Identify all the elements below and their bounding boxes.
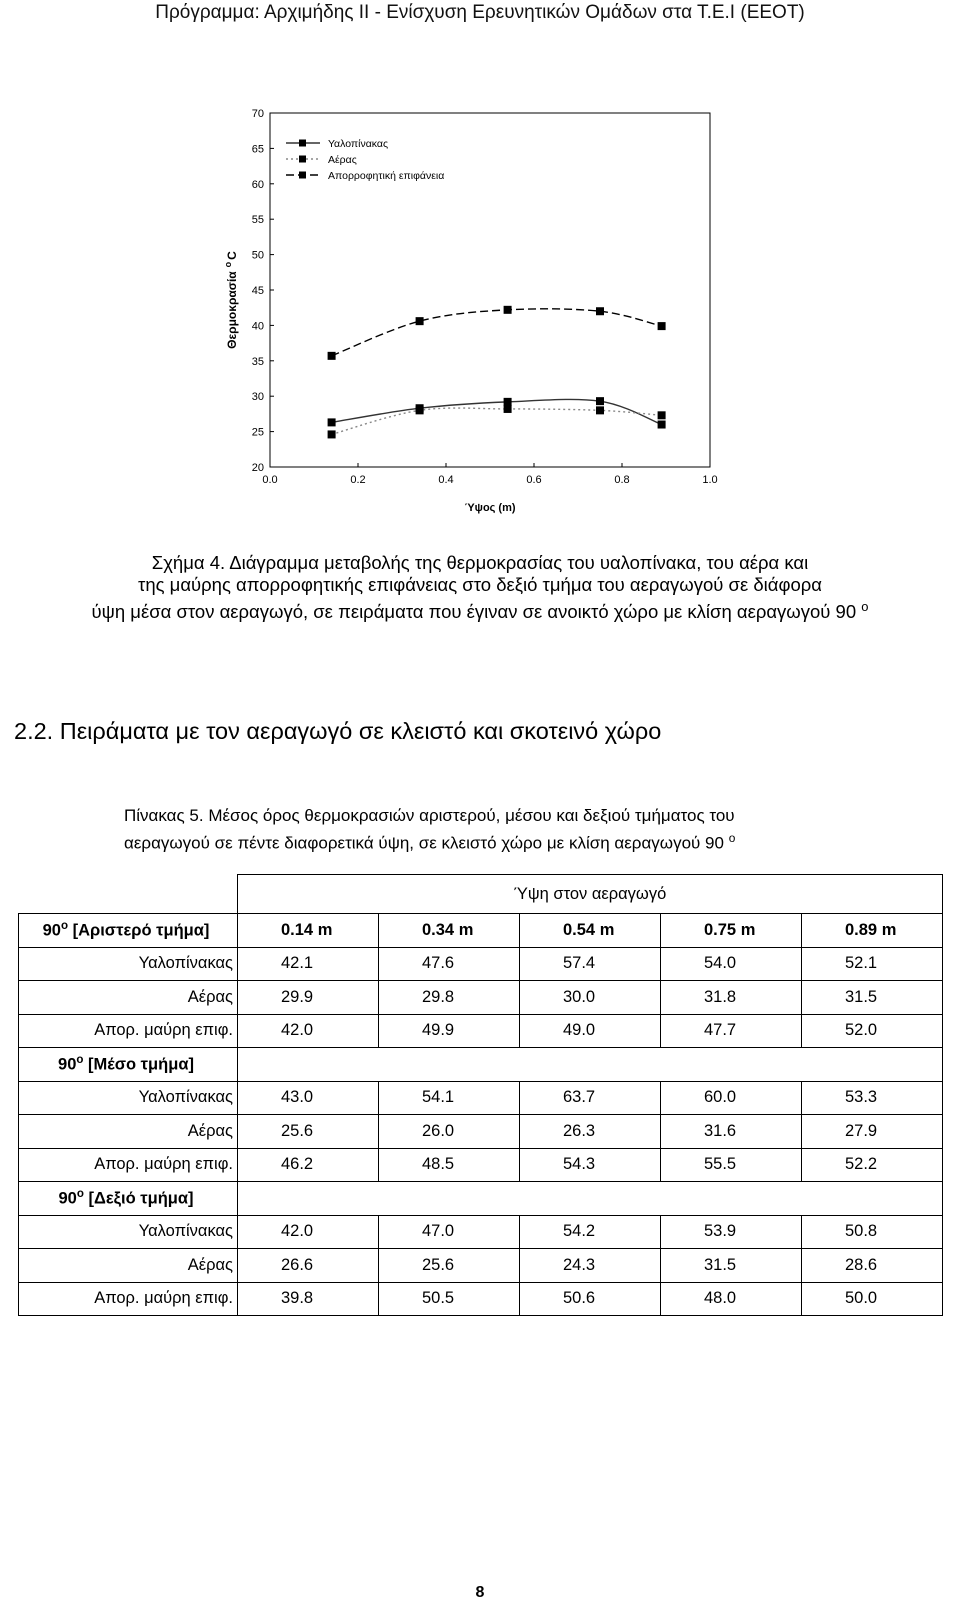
group-degree-sup: ο: [60, 920, 68, 932]
table-row: [19, 1148, 943, 1182]
group-degree: 90: [42, 921, 61, 940]
legend-marker-0: [299, 140, 306, 147]
table-cell: 63.7: [520, 1081, 661, 1115]
legend-label: Αέρας: [328, 154, 357, 166]
figure-caption: [60, 552, 900, 623]
group-name: [Μέσο τμήμα]: [88, 1055, 194, 1074]
table-cell: 42.0: [238, 1014, 379, 1048]
table-cell: 29.8: [379, 981, 520, 1015]
table-cell: 47.0: [379, 1215, 520, 1249]
row-label: Αέρας: [19, 981, 238, 1015]
table-cell: 54.0: [661, 947, 802, 981]
row-label: Απορ. μαύρη επιφ.: [19, 1014, 238, 1048]
height-header-cell: 0.14 m: [238, 914, 379, 948]
table-row: [19, 1215, 943, 1249]
table-caption: [124, 805, 944, 855]
table-cell: 60.0: [661, 1081, 802, 1115]
legend-label: Απορροφητική επιφάνεια: [328, 170, 445, 182]
group-degree-sup: ο: [76, 1188, 84, 1200]
table-cell: 49.9: [379, 1014, 520, 1048]
series-2-point: [658, 322, 666, 330]
group-degree: 90: [58, 1055, 77, 1074]
series-1-point: [658, 411, 666, 419]
series-1-point: [596, 406, 604, 414]
blank-cell: [661, 1048, 802, 1082]
page-number: 8: [475, 1584, 485, 1601]
x-tick-label: 1.0: [702, 474, 718, 486]
table-cell: 50.0: [802, 1282, 943, 1316]
figure-caption-line-1: Σχήμα 4. Διάγραμμα μεταβολής της θερμοκρασίας του υαλοπίνακα, του αέρα και: [151, 552, 809, 573]
y-tick-label: 45: [251, 285, 264, 297]
group-label: [19, 914, 238, 948]
document-header: Πρόγραμμα: Αρχιμήδης ΙΙ - Ενίσχυση Ερευνητικών Ομάδων στα Τ.Ε.Ι (ΕΕΟΤ): [155, 2, 805, 23]
height-header-cell: 0.34 m: [379, 914, 520, 948]
group-label: [19, 1182, 238, 1216]
table-row: [19, 1249, 943, 1283]
y-tick-label: 55: [251, 214, 264, 227]
table-cell: 50.8: [802, 1215, 943, 1249]
blank-cell: [520, 1182, 661, 1216]
group-row: [19, 1182, 943, 1216]
row-label: Αέρας: [19, 1115, 238, 1149]
blank-cell: [520, 1048, 661, 1082]
x-tick-label: 0.6: [526, 474, 542, 486]
table-cell: 47.6: [379, 947, 520, 981]
table-cell: 57.4: [520, 947, 661, 981]
blank-cell: [379, 1048, 520, 1082]
y-tick-label: 40: [251, 320, 264, 333]
x-axis-label: Ύψος (m): [464, 502, 516, 514]
table-cell: 30.0: [520, 981, 661, 1015]
table-caption-line-1: Πίνακας 5. Μέσος όρος θερμοκρασιών αριστερού, μέσου και δεξιού τμήματος του: [124, 806, 735, 825]
table-cell: 46.2: [238, 1148, 379, 1182]
table-row: [19, 1115, 943, 1149]
series-2-point: [596, 307, 604, 315]
table-cell: 52.1: [802, 947, 943, 981]
table-cell: 49.0: [520, 1014, 661, 1048]
legend-marker-2: [299, 172, 306, 179]
blank-cell: [802, 1182, 943, 1216]
series-0-point: [328, 418, 336, 426]
series-1-point: [328, 430, 336, 438]
table-cell: 48.0: [661, 1282, 802, 1316]
group-name: [Αριστερό τμήμα]: [72, 921, 210, 940]
blank-cell: [802, 1048, 943, 1082]
table-cell: 27.9: [802, 1115, 943, 1149]
table-cell: 31.5: [802, 981, 943, 1015]
x-tick-label: 0.8: [614, 474, 630, 486]
x-tick-label: 0.2: [350, 474, 366, 486]
table-caption-degree: ο: [728, 831, 736, 845]
y-tick-label: 30: [251, 391, 264, 404]
row-label: Απορ. μαύρη επιφ.: [19, 1282, 238, 1316]
series-1-point: [504, 405, 512, 413]
table-cell: 47.7: [661, 1014, 802, 1048]
y-tick-label: 25: [251, 426, 264, 439]
series-0-point: [504, 398, 512, 406]
y-tick-label: 35: [251, 355, 264, 368]
table-cell: 26.3: [520, 1115, 661, 1149]
height-header-cell: 0.54 m: [520, 914, 661, 948]
series-line-1: [332, 408, 662, 434]
section-title: 2.2. Πειράματα με τον αεραγωγό σε κλειστό και σκοτεινό χώρο: [14, 718, 662, 744]
series-line-2: [332, 309, 662, 356]
table-row: [19, 1282, 943, 1316]
temperature-chart: [200, 95, 740, 535]
group-label: [19, 1048, 238, 1082]
table-cell: 53.9: [661, 1215, 802, 1249]
table-cell: 24.3: [520, 1249, 661, 1283]
table-cell: 26.0: [379, 1115, 520, 1149]
table-corner: [19, 875, 238, 914]
blank-cell: [661, 1182, 802, 1216]
table-cell: 50.5: [379, 1282, 520, 1316]
series-2-point: [416, 317, 424, 325]
figure-caption-line-2: της μαύρης απορροφητικής επιφάνειας στο δεξιό τμήμα του αεραγωγού σε διάφορα: [138, 574, 822, 595]
table-cell: 26.6: [238, 1249, 379, 1283]
table-header-row: [19, 875, 943, 914]
series-2-point: [504, 306, 512, 314]
height-header-cell: 0.75 m: [661, 914, 802, 948]
table-cell: 53.3: [802, 1081, 943, 1115]
y-axis-label-text: Θερμοκρασία: [225, 271, 239, 349]
blank-cell: [379, 1182, 520, 1216]
table-cell: 43.0: [238, 1081, 379, 1115]
height-header-cell: 0.89 m: [802, 914, 943, 948]
y-tick-label: 70: [251, 108, 264, 120]
table-cell: 54.3: [520, 1148, 661, 1182]
table-row: [19, 1081, 943, 1115]
y-axis-label-sup: o: [223, 261, 233, 268]
y-tick-label: 65: [251, 143, 264, 156]
table-cell: 29.9: [238, 981, 379, 1015]
group-row: [19, 914, 943, 948]
series-line-0: [332, 399, 662, 424]
figure-caption-degree: ο: [861, 599, 869, 614]
series-0-point: [658, 421, 666, 429]
table-row: [19, 947, 943, 981]
table-cell: 52.0: [802, 1014, 943, 1048]
blank-cell: [238, 1048, 379, 1082]
table-caption-line-2: αεραγωγού σε πέντε διαφορετικά ύψη, σε κλειστό χώρο με κλίση αεραγωγού 90: [124, 833, 724, 853]
legend-marker-1: [299, 156, 306, 163]
row-label: Απορ. μαύρη επιφ.: [19, 1148, 238, 1182]
table-cell: 39.8: [238, 1282, 379, 1316]
table-cell: 52.2: [802, 1148, 943, 1182]
row-label: Υαλοπίνακας: [19, 1081, 238, 1115]
series-0-point: [596, 397, 604, 405]
table-cell: 42.0: [238, 1215, 379, 1249]
group-name: [Δεξιό τμήμα]: [88, 1189, 194, 1208]
table-cell: 42.1: [238, 947, 379, 981]
group-degree: 90: [58, 1189, 77, 1208]
temperature-table: [18, 874, 943, 1316]
y-axis-label-unit: C: [225, 251, 239, 260]
table-cell: 54.2: [520, 1215, 661, 1249]
table-row: [19, 981, 943, 1015]
table-cell: 55.5: [661, 1148, 802, 1182]
series-2-point: [328, 352, 336, 360]
table-cell: 25.6: [238, 1115, 379, 1149]
table-header: Ύψη στον αεραγωγό: [238, 875, 943, 914]
group-row: [19, 1048, 943, 1082]
table-cell: 28.6: [802, 1249, 943, 1283]
table-row: [19, 1014, 943, 1048]
x-tick-label: 0.4: [438, 474, 454, 486]
table-cell: 50.6: [520, 1282, 661, 1316]
legend-label: Υαλοπίνακας: [328, 138, 389, 150]
y-tick-label: 20: [251, 462, 264, 474]
y-axis-label: [223, 251, 239, 349]
row-label: Υαλοπίνακας: [19, 1215, 238, 1249]
series-1-point: [416, 406, 424, 414]
table-cell: 48.5: [379, 1148, 520, 1182]
row-label: Υαλοπίνακας: [19, 947, 238, 981]
blank-cell: [238, 1182, 379, 1216]
row-label: Αέρας: [19, 1249, 238, 1283]
figure-caption-line-3: ύψη μέσα στον αεραγωγό, σε πειράματα που έγιναν σε ανοικτό χώρο με κλίση αεραγωγού 90: [91, 601, 857, 623]
y-tick-label: 60: [251, 178, 264, 191]
table-cell: 31.6: [661, 1115, 802, 1149]
table-cell: 31.5: [661, 1249, 802, 1283]
group-degree-sup: ο: [76, 1054, 84, 1066]
y-tick-label: 50: [251, 249, 264, 262]
table-cell: 25.6: [379, 1249, 520, 1283]
table-cell: 54.1: [379, 1081, 520, 1115]
table-cell: 31.8: [661, 981, 802, 1015]
x-tick-label: 0.0: [262, 474, 278, 486]
